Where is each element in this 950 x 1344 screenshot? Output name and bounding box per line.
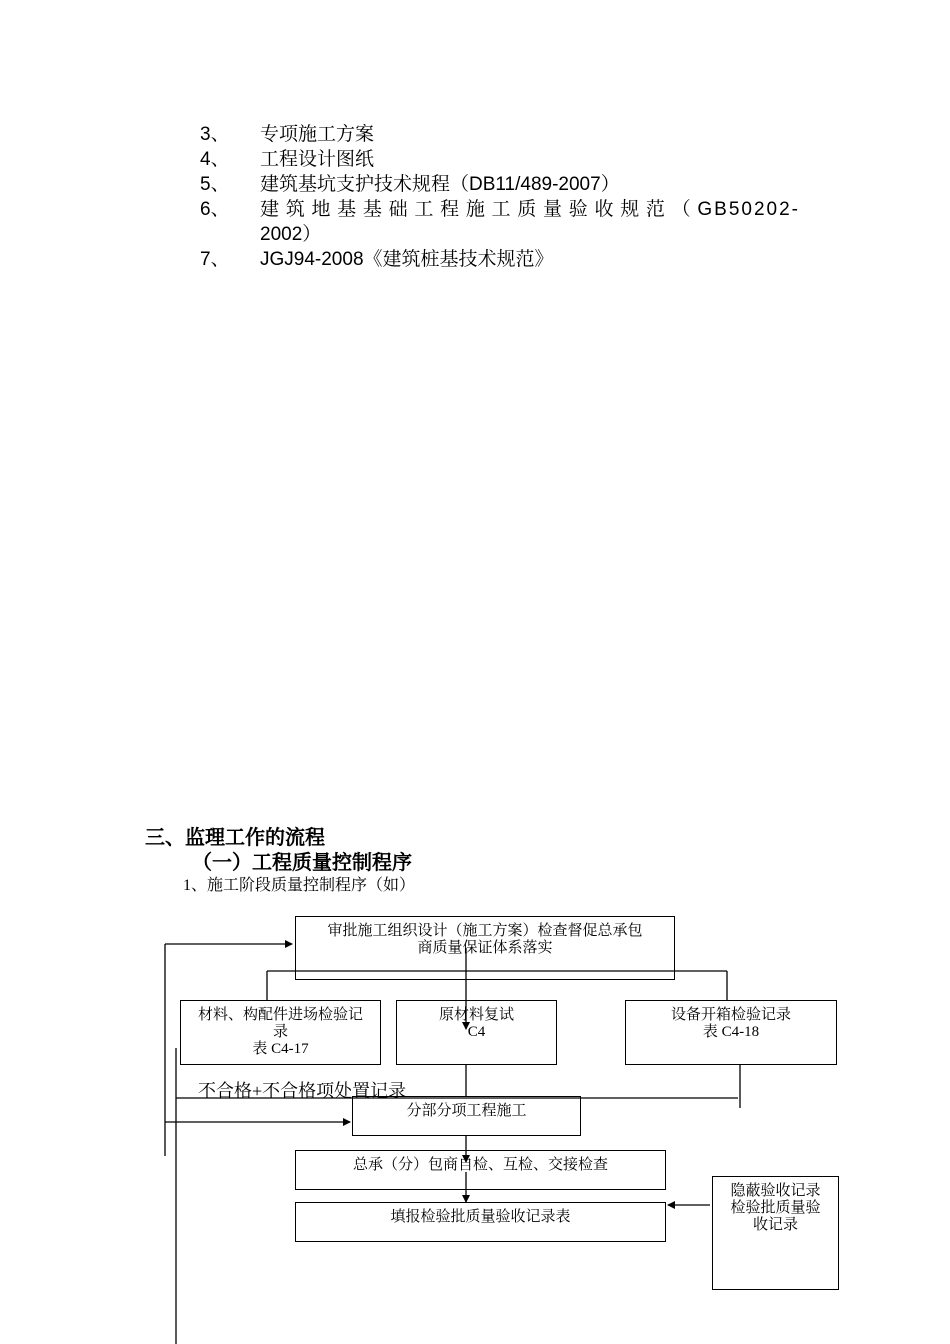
- approve-plan-box: [295, 916, 675, 980]
- hidden-acceptance-box: [712, 1176, 839, 1290]
- retest-line1: 原材料复试: [438, 1007, 514, 1023]
- reference-text: 专项施工方案: [260, 124, 375, 145]
- reference-text: 建筑基坑支护技术规程（DB11/489-2007）: [260, 174, 620, 195]
- reference-text: 建筑地基基础工程施工质量验收规范（GB50202-: [260, 199, 800, 220]
- reference-continuation: 2002）: [260, 224, 322, 245]
- reference-text: JGJ94-2008《建筑桩基技术规范》: [260, 249, 554, 270]
- fill-record-box: 填报检验批质量验收记录表: [295, 1202, 666, 1242]
- reference-number: 5、: [200, 174, 230, 195]
- materials-line3: 表 C4-17: [252, 1041, 309, 1057]
- approve-plan-line2: 商质量保证体系落实: [417, 940, 553, 956]
- materials-line2: 录: [272, 1024, 288, 1040]
- materials-inspection-box: [180, 1000, 381, 1065]
- reference-text: 工程设计图纸: [260, 149, 375, 170]
- subitem-construction-box: 分部分项工程施工: [352, 1096, 581, 1136]
- reference-number: 4、: [200, 149, 230, 170]
- hidden-line3: 收记录: [752, 1217, 798, 1233]
- reference-number: 6、: [200, 199, 230, 220]
- hidden-line2: 检验批质量验: [730, 1200, 821, 1216]
- reference-number: 7、: [200, 249, 230, 270]
- material-retest-box: [396, 1000, 557, 1065]
- equipment-inspection-box: [625, 1000, 837, 1065]
- paragraph-heading: 1、施工阶段质量控制程序（如）: [183, 877, 416, 894]
- materials-line1: 材料、构配件进场检验记: [197, 1007, 363, 1023]
- nonconformity-label: 不合格+不合格项处置记录: [198, 1081, 407, 1101]
- self-check-box: 总承（分）包商自检、互检、交接检查: [295, 1150, 666, 1190]
- equipment-line1: 设备开箱检验记录: [670, 1007, 791, 1023]
- equipment-line2: 表 C4-18: [702, 1024, 760, 1040]
- section-title: 三、监理工作的流程: [145, 827, 325, 849]
- retest-line2: C4: [467, 1024, 486, 1040]
- approve-plan-line1: 审批施工组织设计（施工方案）检查督促总承包: [327, 923, 643, 939]
- hidden-line1: 隐蔽验收记录: [730, 1183, 821, 1199]
- subsection-title: （一）工程质量控制程序: [192, 852, 412, 874]
- reference-number: 3、: [200, 124, 230, 145]
